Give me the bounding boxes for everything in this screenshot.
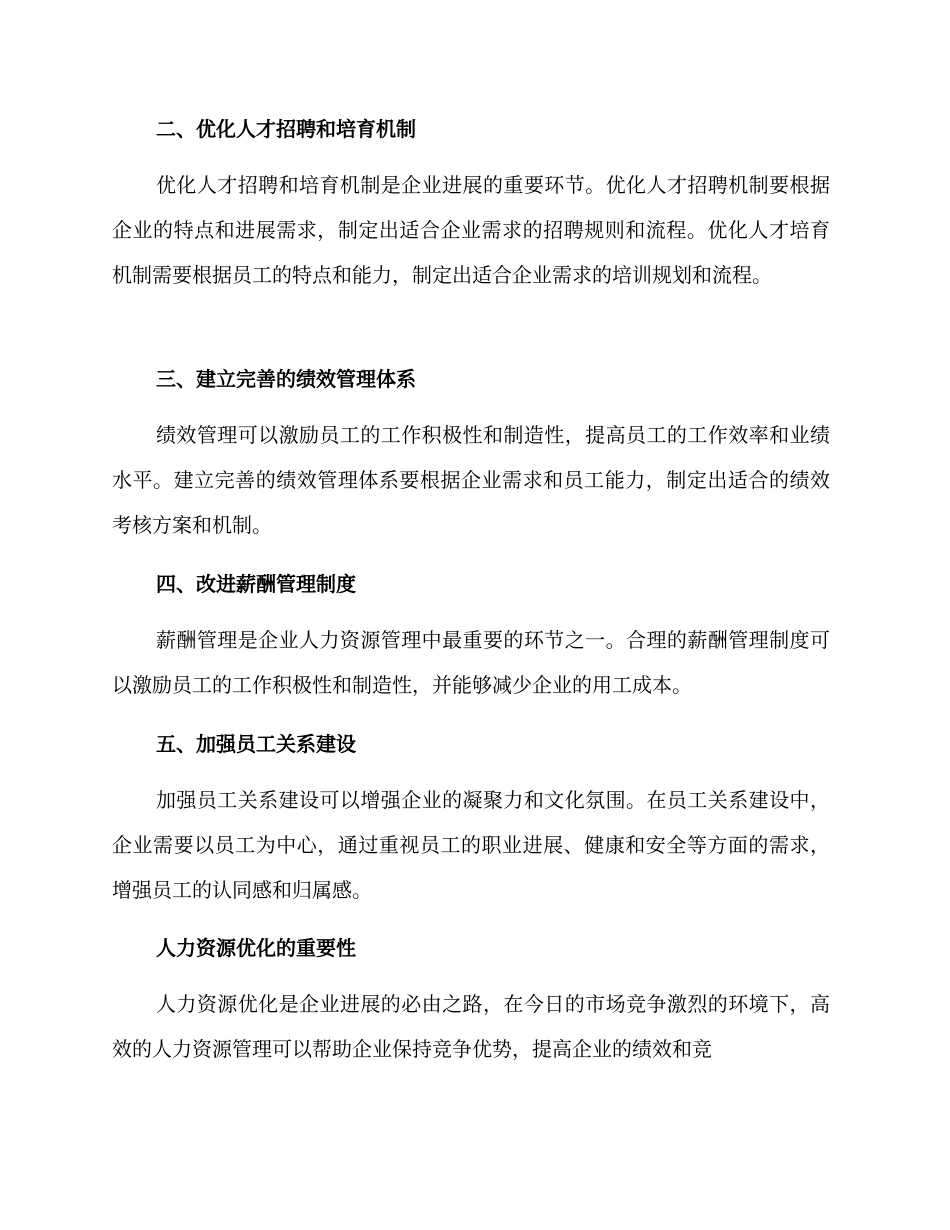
paragraph-text: 人力资源优化是企业进展的必由之路，在今日的市场竞争激烈的环境下，高效的人力资源管理可以帮助企业保持竞争优势，提高企业的绩效和竞 — [112, 992, 830, 1061]
section-heading-5: 五、加强员工关系建设 — [156, 732, 356, 756]
section-paragraph-2 — [112, 163, 830, 298]
section-paragraph-4 — [112, 618, 830, 708]
section-heading-4: 四、改进薪酬管理制度 — [156, 572, 356, 596]
section-paragraph-5 — [112, 778, 830, 913]
paragraph-text: 加强员工关系建设可以增强企业的凝聚力和文化氛围。在员工关系建设中，企业需要以员工为中心，通过重视员工的职业进展、健康和安全等方面的需求，增强员工的认同感和归属感。 — [112, 788, 830, 902]
paragraph-text: 绩效管理可以激励员工的工作积极性和制造性，提高员工的工作效率和业绩水平。建立完善的绩效管理体系要根据企业需求和员工能力，制定出适合的绩效考核方案和机制。 — [112, 423, 830, 537]
section-heading-2: 二、优化人才招聘和培育机制 — [156, 117, 416, 141]
section-heading-importance: 人力资源优化的重要性 — [156, 936, 356, 960]
paragraph-text: 优化人才招聘和培育机制是企业进展的重要环节。优化人才招聘机制要根据企业的特点和进展需求，制定出适合企业需求的招聘规则和流程。优化人才培育机制需要根据员工的特点和能力，制定出适合企业需求的培训规划和流程。 — [112, 173, 830, 287]
section-paragraph-importance — [112, 982, 830, 1072]
paragraph-text: 薪酬管理是企业人力资源管理中最重要的环节之一。合理的薪酬管理制度可以激励员工的工作积极性和制造性，并能够减少企业的用工成本。 — [112, 628, 830, 697]
section-paragraph-3 — [112, 413, 830, 548]
section-heading-3: 三、建立完善的绩效管理体系 — [156, 367, 416, 391]
